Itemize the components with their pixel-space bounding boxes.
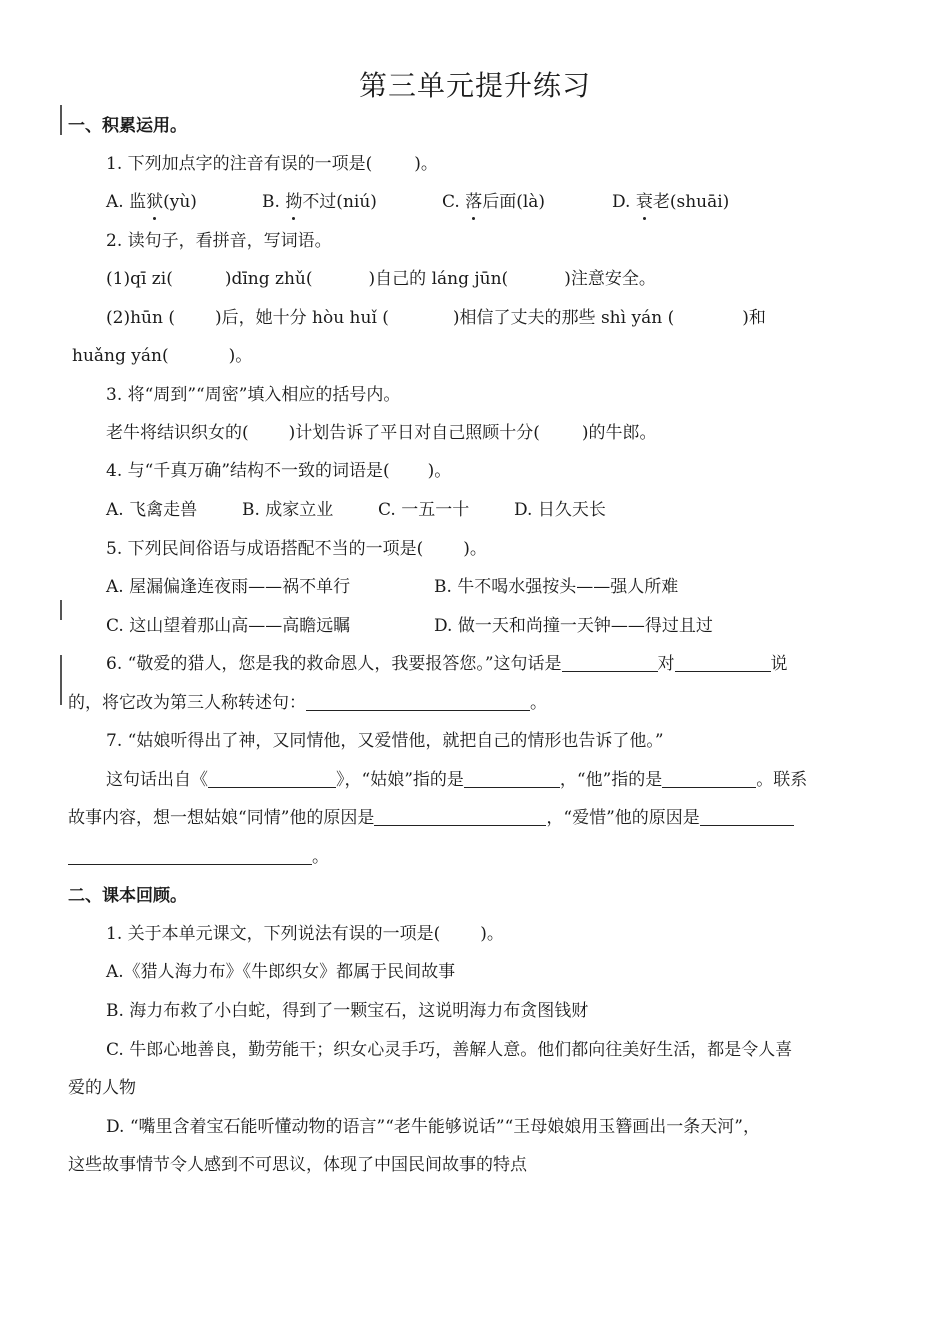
question-1-options [106,190,197,214]
answer-blank[interactable] [208,769,336,788]
answer-blank[interactable] [700,807,794,826]
section-2-heading: 二、课本回顾。 [68,886,187,906]
question-1-stem: 1. 关于本单元课文，下列说法有误的一项是( )。 [106,924,504,944]
option-a: A. 监狱(yù) [106,192,197,212]
option-c: C. 落后面(là) [442,192,546,212]
option-c: C. 一五一十 [378,500,470,520]
question-4-stem: 4. 与“千真万确”结构不一致的词语是( )。 [106,461,452,481]
option-b: B. 海力布救了小白蛇，得到了一颗宝石，这说明海力布贪图钱财 [106,1001,589,1021]
option-c: C. 这山望着那山高——高瞻远瞩 [106,616,351,636]
answer-blank[interactable] [68,846,312,865]
question-2-line-1: (1)qī zi( )dīng zhǔ( )自己的 láng jūn( )注意安全。 [106,269,656,289]
question-6-line-1: 6. “敬爱的猎人，您是我的救命恩人，我要报答您。”这句话是 对 说 [106,654,788,674]
margin-mark [60,600,62,620]
option-d: D. 衰老(shuāi) [612,192,730,212]
margin-mark [60,105,62,135]
question-2-line-2: (2)hūn ( )后，她十分 hòu huǐ ( )相信了丈夫的那些 shì yán ( )和 [106,308,766,328]
option-d: D. 做一天和尚撞一天钟——得过且过 [434,616,713,636]
margin-mark [60,655,62,705]
option-c: C. 牛郎心地善良，勤劳能干；织女心灵手巧，善解人意。他们都向往美好生活，都是令人喜 [106,1040,793,1060]
question-3-sentence: 老牛将结识织女的( )计划告诉了平日对自己照顾十分( )的牛郎。 [106,423,657,443]
option-a: A. 屋漏偏逢连夜雨——祸不单行 [106,577,351,597]
answer-blank[interactable] [562,653,658,672]
question-7-line-3: 故事内容，想一想姑娘“同情”他的原因是 ，“爱惜”他的原因是 [68,806,794,830]
option-d: D. 日久天长 [514,500,606,520]
question-1-stem [106,152,438,176]
section-1-heading: 一、积累运用。 [68,116,187,136]
option-c-cont: 爱的人物 [68,1078,136,1098]
option-b: B. 拗不过(niú) [262,192,377,212]
stem-text: 1. 下列加点字的注音有误的一项是( [106,154,373,174]
option-b: B. 成家立业 [242,500,334,520]
answer-blank[interactable] [675,653,771,672]
question-7-line-4: 。 [68,845,329,869]
answer-blank[interactable] [662,769,756,788]
option-a: A. 飞禽走兽 [106,500,198,520]
answer-blank[interactable] [374,807,546,826]
option-a: A.《猎人海力布》《牛郎织女》都属于民间故事 [106,962,456,982]
option-d: D. “嘴里含着宝石能听懂动物的语言”“老牛能够说话”“王母娘娘用玉簪画出一条天河”， [106,1117,760,1137]
answer-blank[interactable] [306,692,530,711]
page-title: 第三单元提升练习 [358,69,591,102]
stem-text: )。 [414,154,438,174]
question-7-line-1: 7. “姑娘听得出了神，又同情他，又爱惜他，就把自己的情形也告诉了他。” [106,731,664,751]
question-2-line-3: huǎng yán( )。 [72,346,253,366]
question-7-line-2: 这句话出自《 》，“姑娘”指的是 ，“他”指的是 。联系 [106,770,808,790]
question-6-line-2: 的，将它改为第三人称转述句： 。 [68,693,547,713]
option-b: B. 牛不喝水强按头——强人所难 [434,577,679,597]
answer-blank[interactable] [464,769,560,788]
option-d-cont: 这些故事情节令人感到不可思议，体现了中国民间故事的特点 [68,1155,527,1175]
question-3-stem: 3. 将“周到”“周密”填入相应的括号内。 [106,385,401,405]
question-2-stem: 2. 读句子，看拼音，写词语。 [106,231,332,251]
question-5-stem: 5. 下列民间俗语与成语搭配不当的一项是( )。 [106,539,487,559]
